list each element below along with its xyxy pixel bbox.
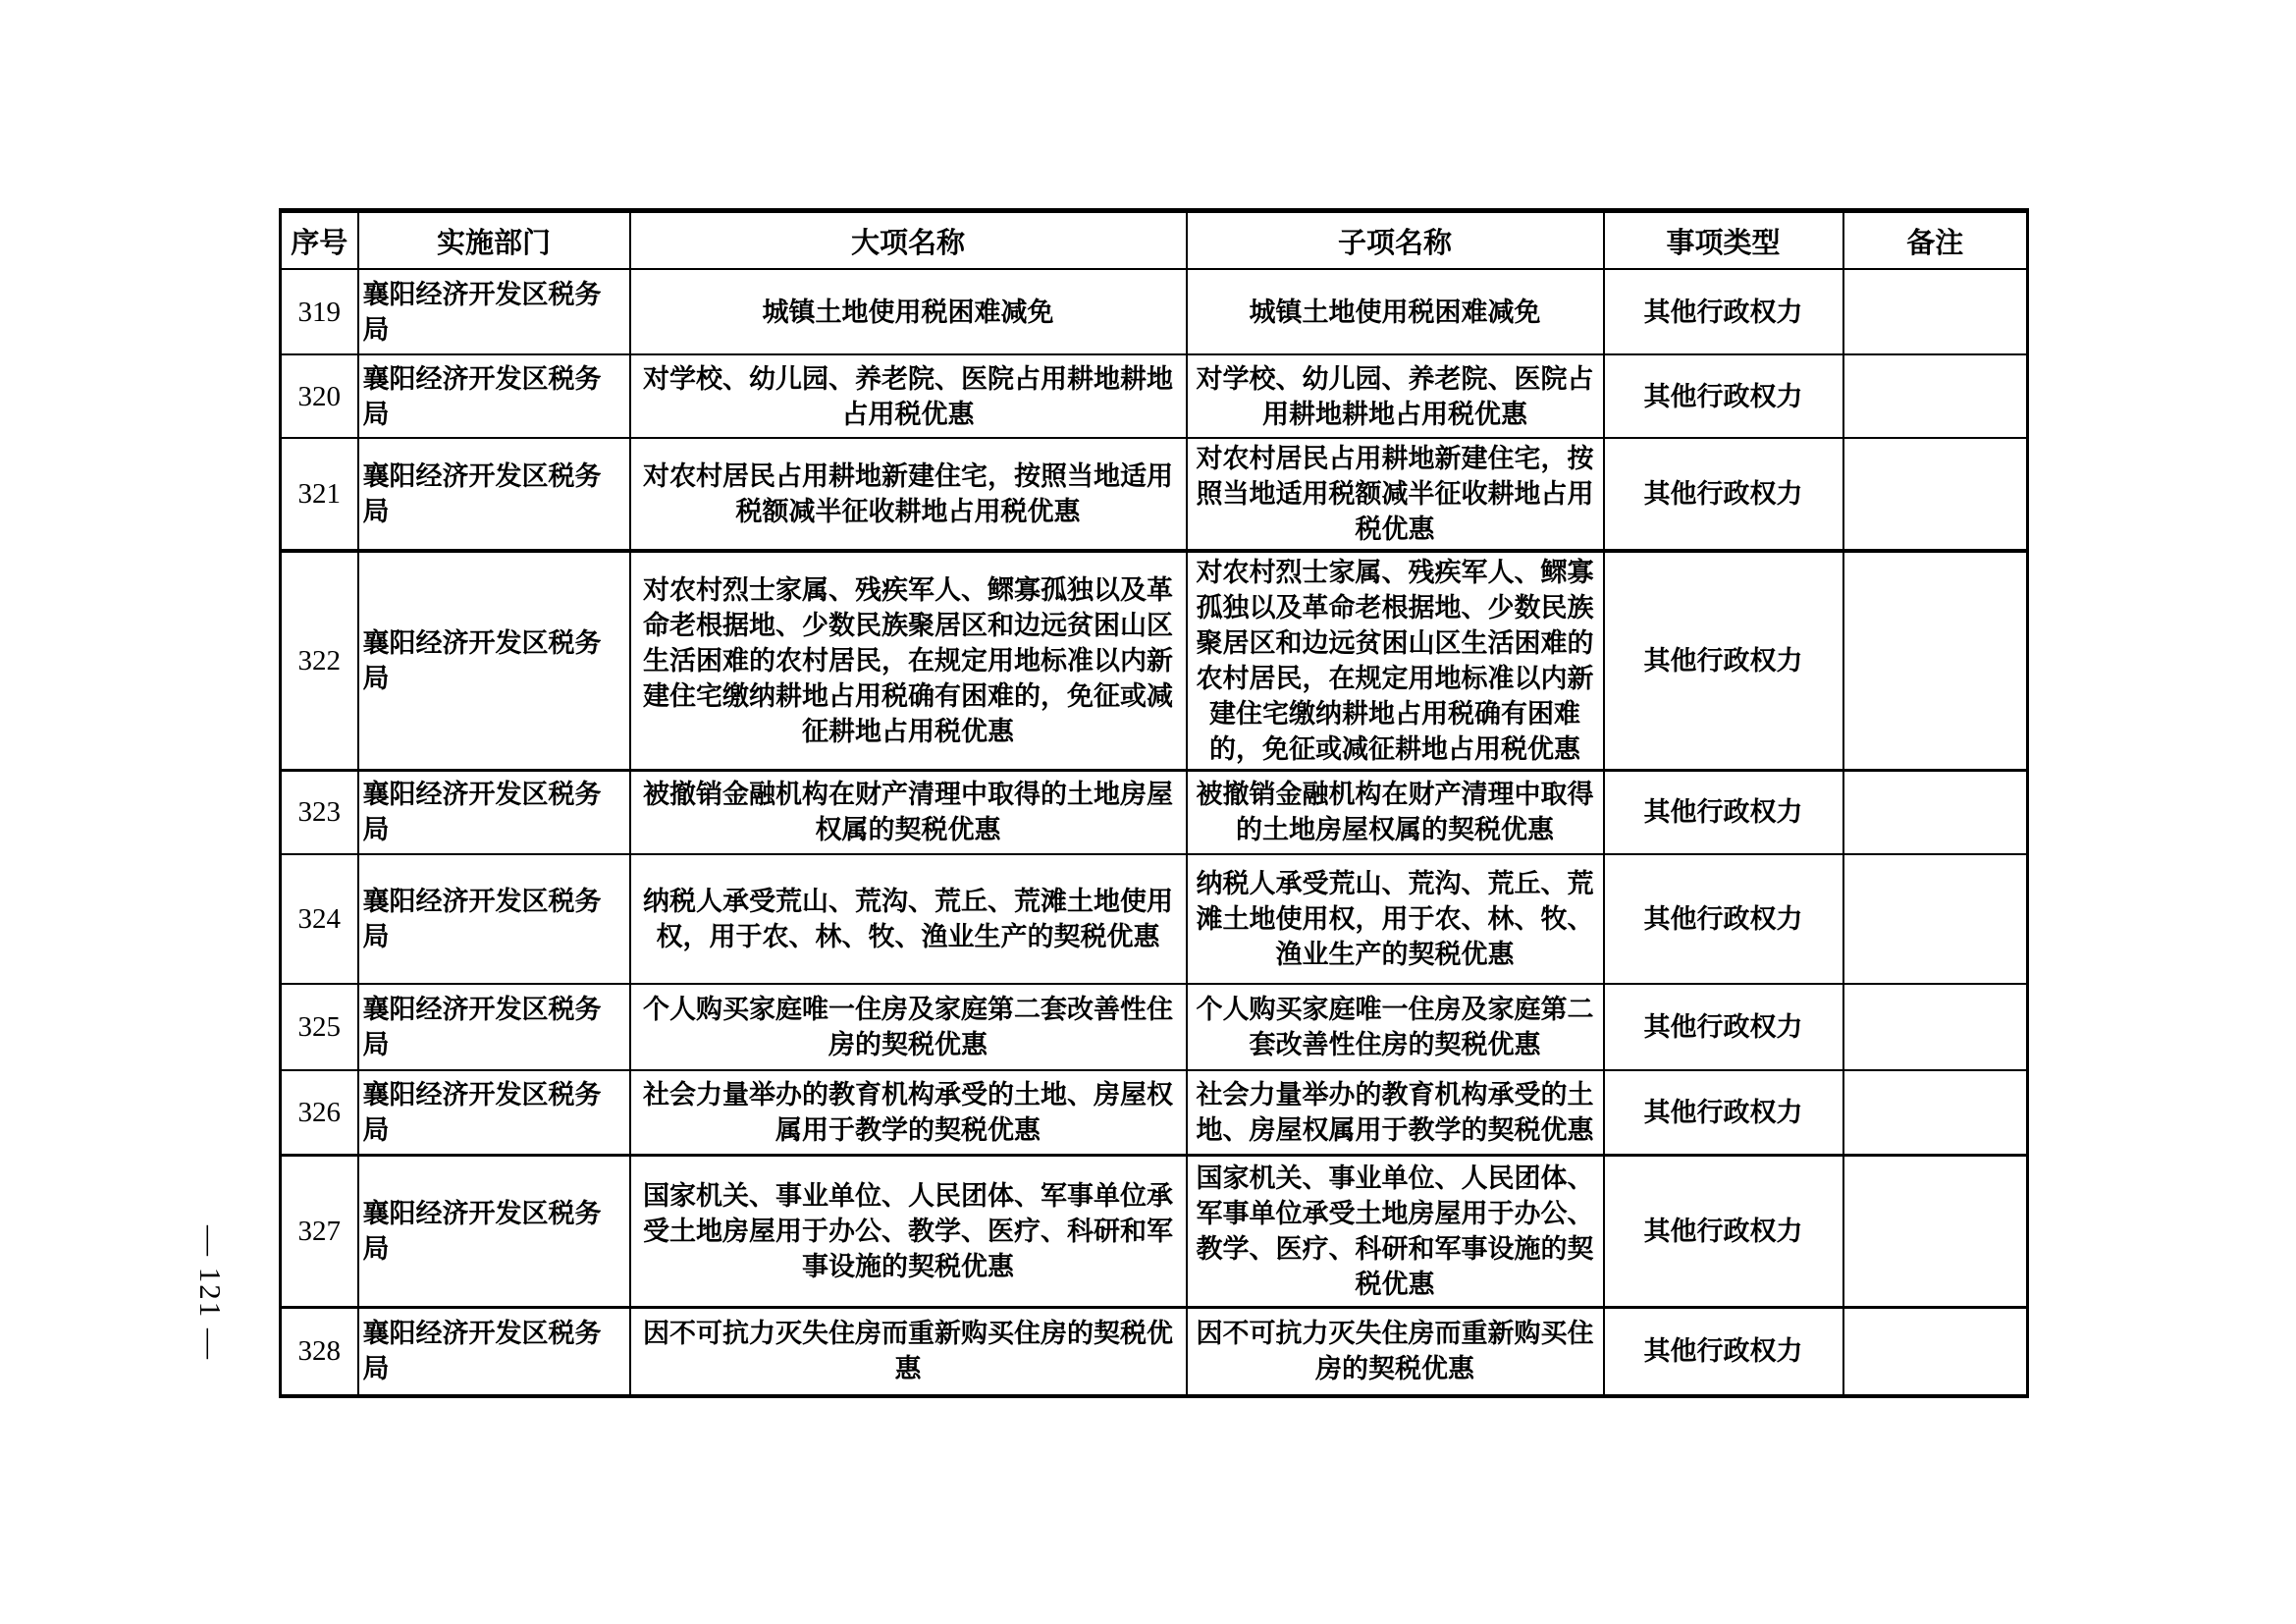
cell-major-name: 对农村居民占用耕地新建住宅，按照当地适用税额减半征收耕地占用税优惠: [630, 438, 1187, 551]
admin-power-items-table: [279, 208, 2029, 1398]
cell-major-name: 纳税人承受荒山、荒沟、荒丘、荒滩土地使用权，用于农、林、牧、渔业生产的契税优惠: [630, 854, 1187, 984]
table-row-322: [281, 551, 2028, 771]
table-row-325: [281, 984, 2028, 1070]
cell-seq: 319: [281, 269, 358, 354]
page-number: — 121 —: [193, 1225, 228, 1361]
cell-dept: 襄阳经济开发区税务局: [358, 1070, 630, 1156]
cell-remark: [1843, 354, 2028, 438]
table-row-327: [281, 1156, 2028, 1308]
cell-sub-name: 个人购买家庭唯一住房及家庭第二套改善性住房的契税优惠: [1187, 984, 1604, 1070]
cell-sub-name: 被撤销金融机构在财产清理中取得的土地房屋权属的契税优惠: [1187, 771, 1604, 854]
cell-item-type: 其他行政权力: [1604, 854, 1843, 984]
cell-remark: [1843, 438, 2028, 551]
cell-sub-name: 纳税人承受荒山、荒沟、荒丘、荒滩土地使用权，用于农、林、牧、渔业生产的契税优惠: [1187, 854, 1604, 984]
cell-seq: 324: [281, 854, 358, 984]
cell-major-name: 因不可抗力灭失住房而重新购买住房的契税优惠: [630, 1308, 1187, 1396]
cell-item-type: 其他行政权力: [1604, 984, 1843, 1070]
table-row-320: [281, 354, 2028, 438]
cell-remark: [1843, 854, 2028, 984]
col-header-remark: 备注: [1843, 211, 2028, 270]
cell-dept: 襄阳经济开发区税务局: [358, 354, 630, 438]
table-row-326: [281, 1070, 2028, 1156]
cell-sub-name: 对农村烈士家属、残疾军人、鳏寡孤独以及革命老根据地、少数民族聚居区和边远贫困山区生活困难的农村居民，在规定用地标准以内新建住宅缴纳耕地占用税确有困难的，免征或减征耕地占用税优惠: [1187, 551, 1604, 771]
table-row-324: [281, 854, 2028, 984]
cell-dept: 襄阳经济开发区税务局: [358, 1156, 630, 1308]
cell-remark: [1843, 551, 2028, 771]
cell-remark: [1843, 1070, 2028, 1156]
cell-seq: 322: [281, 551, 358, 771]
cell-dept: 襄阳经济开发区税务局: [358, 551, 630, 771]
table-row-328: [281, 1308, 2028, 1396]
cell-seq: 323: [281, 771, 358, 854]
col-header-major: 大项名称: [630, 211, 1187, 270]
cell-major-name: 社会力量举办的教育机构承受的土地、房屋权属用于教学的契税优惠: [630, 1070, 1187, 1156]
cell-dept: 襄阳经济开发区税务局: [358, 771, 630, 854]
cell-dept: 襄阳经济开发区税务局: [358, 984, 630, 1070]
col-header-dept: 实施部门: [358, 211, 630, 270]
cell-item-type: 其他行政权力: [1604, 438, 1843, 551]
cell-seq: 321: [281, 438, 358, 551]
cell-seq: 320: [281, 354, 358, 438]
cell-sub-name: 国家机关、事业单位、人民团体、军事单位承受土地房屋用于办公、教学、医疗、科研和军事设施的契税优惠: [1187, 1156, 1604, 1308]
table-row-323: [281, 771, 2028, 854]
cell-dept: 襄阳经济开发区税务局: [358, 854, 630, 984]
col-header-type: 事项类型: [1604, 211, 1843, 270]
cell-seq: 327: [281, 1156, 358, 1308]
cell-remark: [1843, 984, 2028, 1070]
col-header-sub: 子项名称: [1187, 211, 1604, 270]
cell-dept: 襄阳经济开发区税务局: [358, 438, 630, 551]
cell-sub-name: 城镇土地使用税困难减免: [1187, 269, 1604, 354]
cell-major-name: 对学校、幼儿园、养老院、医院占用耕地耕地占用税优惠: [630, 354, 1187, 438]
cell-sub-name: 因不可抗力灭失住房而重新购买住房的契税优惠: [1187, 1308, 1604, 1396]
cell-item-type: 其他行政权力: [1604, 269, 1843, 354]
cell-dept: 襄阳经济开发区税务局: [358, 269, 630, 354]
cell-item-type: 其他行政权力: [1604, 551, 1843, 771]
cell-seq: 326: [281, 1070, 358, 1156]
cell-sub-name: 对农村居民占用耕地新建住宅，按照当地适用税额减半征收耕地占用税优惠: [1187, 438, 1604, 551]
cell-remark: [1843, 771, 2028, 854]
cell-remark: [1843, 269, 2028, 354]
cell-remark: [1843, 1156, 2028, 1308]
cell-seq: 325: [281, 984, 358, 1070]
table-row-319: [281, 269, 2028, 354]
col-header-seq: 序号: [281, 211, 358, 270]
cell-item-type: 其他行政权力: [1604, 1156, 1843, 1308]
cell-remark: [1843, 1308, 2028, 1396]
cell-item-type: 其他行政权力: [1604, 354, 1843, 438]
cell-major-name: 个人购买家庭唯一住房及家庭第二套改善性住房的契税优惠: [630, 984, 1187, 1070]
cell-major-name: 被撤销金融机构在财产清理中取得的土地房屋权属的契税优惠: [630, 771, 1187, 854]
table-row-321: [281, 438, 2028, 551]
cell-major-name: 国家机关、事业单位、人民团体、军事单位承受土地房屋用于办公、教学、医疗、科研和军事设施的契税优惠: [630, 1156, 1187, 1308]
cell-item-type: 其他行政权力: [1604, 771, 1843, 854]
cell-item-type: 其他行政权力: [1604, 1308, 1843, 1396]
cell-seq: 328: [281, 1308, 358, 1396]
cell-major-name: 对农村烈士家属、残疾军人、鳏寡孤独以及革命老根据地、少数民族聚居区和边远贫困山区生活困难的农村居民，在规定用地标准以内新建住宅缴纳耕地占用税确有困难的，免征或减征耕地占用税优惠: [630, 551, 1187, 771]
cell-dept: 襄阳经济开发区税务局: [358, 1308, 630, 1396]
cell-sub-name: 社会力量举办的教育机构承受的土地、房屋权属用于教学的契税优惠: [1187, 1070, 1604, 1156]
cell-sub-name: 对学校、幼儿园、养老院、医院占用耕地耕地占用税优惠: [1187, 354, 1604, 438]
table-header-row: [281, 211, 2028, 270]
cell-item-type: 其他行政权力: [1604, 1070, 1843, 1156]
cell-major-name: 城镇土地使用税困难减免: [630, 269, 1187, 354]
